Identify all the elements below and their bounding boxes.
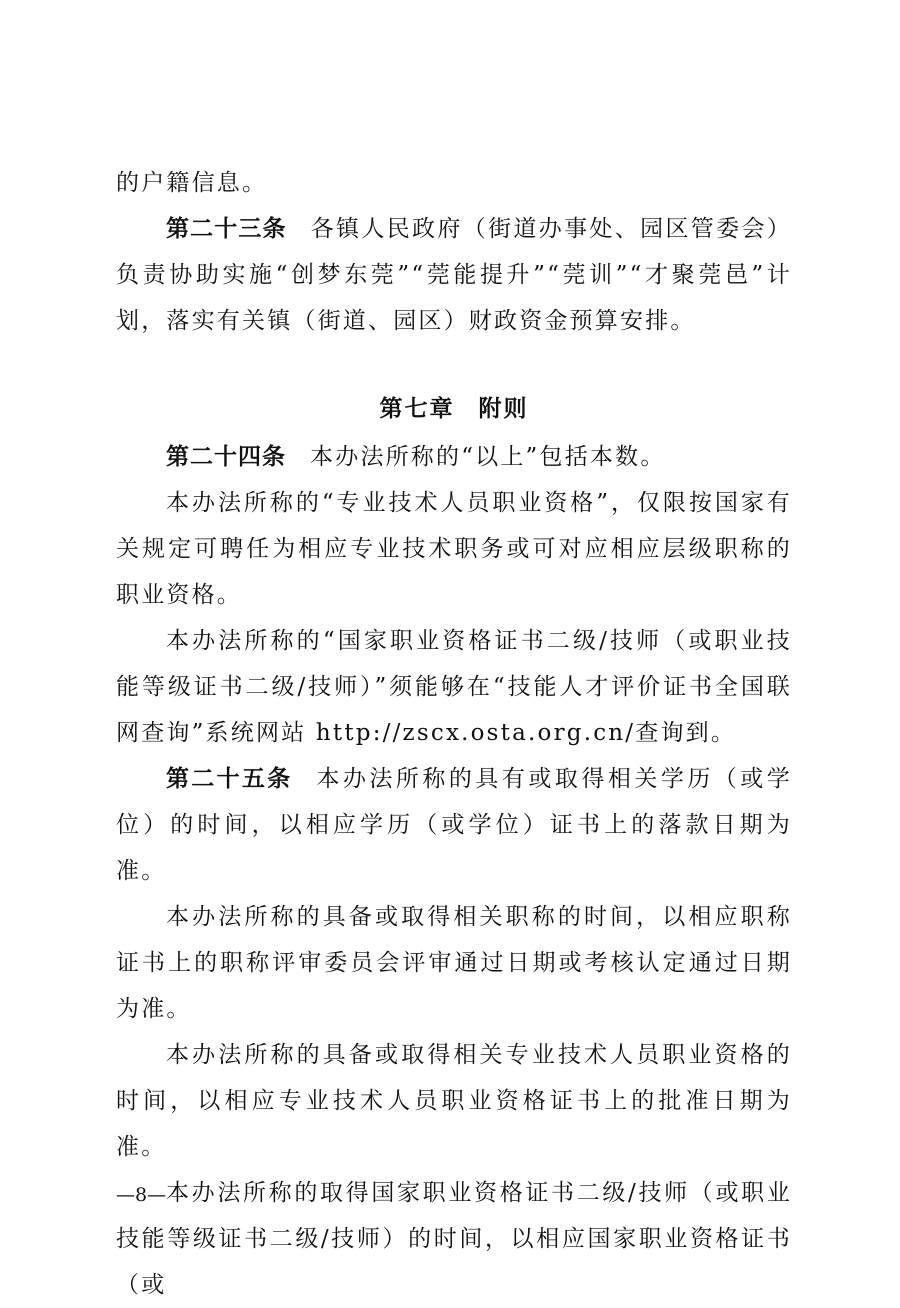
article-24 — [116, 434, 792, 480]
paragraph-text: 本办法所称的具备或取得相关专业技术人员职业资格的时间，以相应专业技术人员职业资格证书上的批准日期为准。 — [116, 1042, 792, 1160]
paragraph — [116, 1032, 792, 1170]
paragraph-text: 本办法所称的具备或取得相关职称的时间，以相应职称证书上的职称评审委员会评审通过日期或考核认定通过日期为准。 — [116, 904, 792, 1022]
document-body — [116, 160, 792, 1308]
article-23 — [116, 206, 792, 344]
page-number: —8— — [116, 1184, 167, 1206]
article-number: 第二十五条 — [166, 766, 293, 792]
article-25 — [116, 756, 792, 894]
paragraph-text: 本办法所称的“专业技术人员职业资格”，仅限按国家有关规定可聘任为相应专业技术职务或可对应相应层级职称的职业资格。 — [116, 490, 792, 608]
chapter-number: 第七章 — [379, 396, 455, 422]
chapter-title: 附则 — [478, 396, 529, 422]
paragraph-text: 的户籍信息。 — [116, 170, 268, 196]
chapter-heading — [116, 386, 792, 432]
paragraph — [116, 894, 792, 1032]
paragraph-text: 本办法所称的“国家职业资格证书二级/技师（或职业技能等级证书二级/技师）”须能够在“技能人才评价证书全国联网查询”系统网站 http://zscx.osta.org.cn/查询到。 — [116, 628, 792, 746]
paragraph-text: 本办法所称的具有或取得相关学历（或学位）的时间，以相应学历（或学位）证书上的落款日期为准。 — [116, 766, 792, 884]
paragraph-text: 本办法所称的取得国家职业资格证书二级/技师（或职业技能等级证书二级/技师）的时间，以相应国家职业资格证书（或 — [116, 1180, 792, 1298]
paragraph — [116, 618, 792, 756]
paragraph-text: 各镇人民政府（街道办事处、园区管委会）负责协助实施“创梦东莞”“莞能提升”“莞训”“才聚莞邑”计划，落实有关镇（街道、园区）财政资金预算安排。 — [116, 216, 792, 334]
paragraph — [116, 1170, 792, 1308]
article-number: 第二十四条 — [166, 444, 286, 470]
paragraph-text: 本办法所称的“以上”包括本数。 — [310, 444, 666, 470]
article-number: 第二十三条 — [166, 216, 287, 242]
paragraph — [116, 480, 792, 618]
paragraph-continuation — [116, 160, 792, 206]
